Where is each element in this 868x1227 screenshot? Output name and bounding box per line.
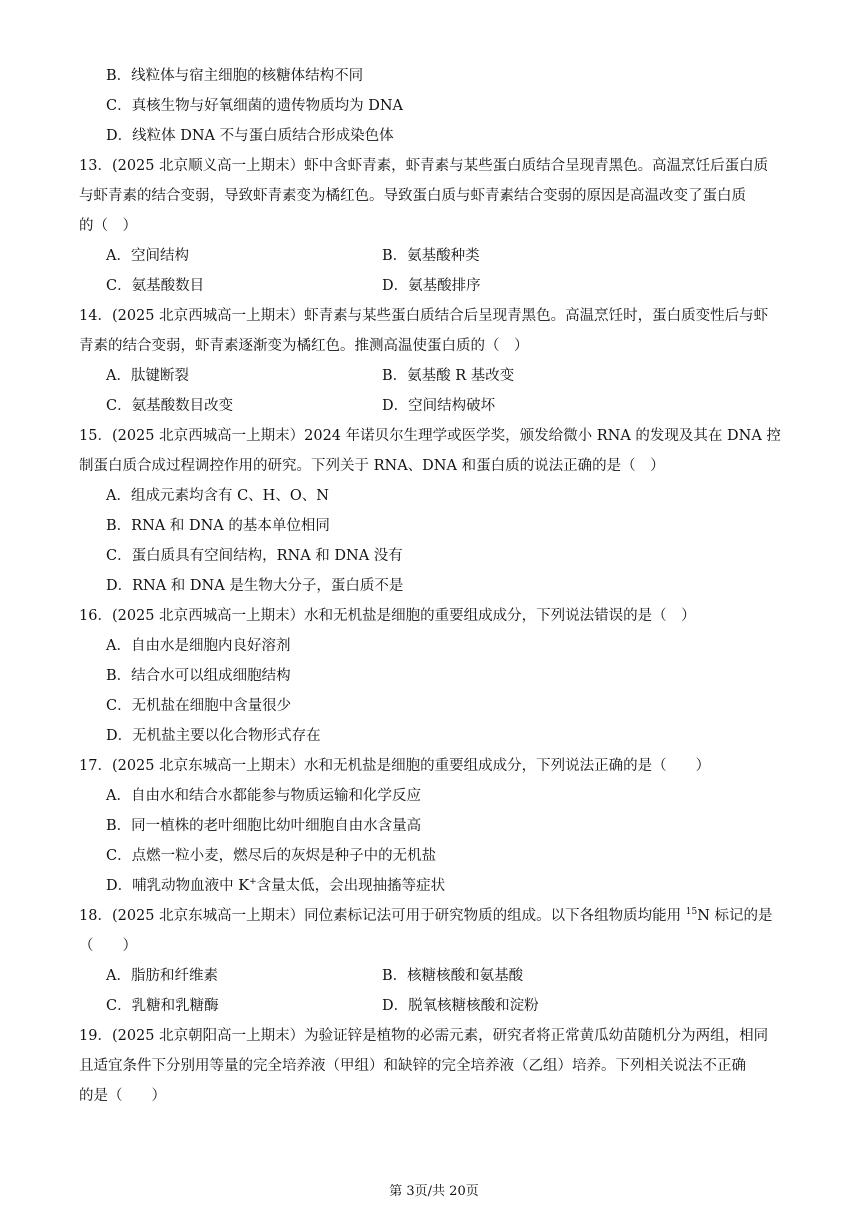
q16-option-a: A．自由水是细胞内良好溶剂 [106,638,291,654]
q19-stem-line3: 的是（ ） [79,1088,166,1104]
q17-option-a: A．自由水和结合水都能参与物质运输和化学反应 [106,788,421,804]
q15-option-d: D．RNA 和 DNA 是生物大分子，蛋白质不是 [106,578,404,594]
q13-stem-line3: 的（ ） [79,218,137,234]
q17-stem-line1: 17．(2025 北京东城高一上期末）水和无机盐是细胞的重要组成成分，下列说法正确的是（ ） [79,758,711,774]
q12-option-d: D．线粒体 DNA 不与蛋白质结合形成染色体 [106,128,394,144]
q15-option-c: C．蛋白质具有空间结构，RNA 和 DNA 没有 [106,548,403,564]
q17-option-d: D．哺乳动物血液中 K+含量太低，会出现抽搐等症状 [106,877,446,894]
q19-stem-line2: 且适宜条件下分别用等量的完全培养液（甲组）和缺锌的完全培养液（乙组）培养。下列相关说法不正确 [79,1058,746,1074]
q18-option-c: C．乳糖和乳糖酶 [106,998,219,1014]
q16-option-b: B．结合水可以组成细胞结构 [106,668,291,684]
q16-option-c: C．无机盐在细胞中含量很少 [106,698,292,714]
q13-stem-line1: 13．(2025 北京顺义高一上期末）虾中含虾青素，虾青素与某些蛋白质结合呈现青黑色。高温烹饪后蛋白质 [79,158,769,174]
q17-option-c: C．点燃一粒小麦，燃尽后的灰烬是种子中的无机盐 [106,848,437,864]
q13-option-c: C．氨基酸数目 [106,278,205,294]
q14-option-c: C．氨基酸数目改变 [106,398,234,414]
q14-option-a: A．肽键断裂 [106,368,189,384]
q13-option-b: B．氨基酸种类 [382,248,480,264]
q15-option-b: B．RNA 和 DNA 的基本单位相同 [106,518,330,534]
q18-option-b: B．核糖核酸和氨基酸 [382,968,524,984]
q13-option-a: A．空间结构 [106,248,189,264]
q19-stem-line1: 19．(2025 北京朝阳高一上期末）为验证锌是植物的必需元素，研究者将正常黄瓜幼苗随机分为两组，相同 [79,1028,769,1044]
q14-option-d: D．空间结构破坏 [382,398,496,414]
q12-option-c: C．真核生物与好氧细菌的遗传物质均为 DNA [106,98,403,114]
q18-stem-line2: （ ） [79,938,137,954]
q13-stem-line2: 与虾青素的结合变弱，导致虾青素变为橘红色。导致蛋白质与虾青素结合变弱的原因是高温改变了蛋白质 [79,188,746,204]
q16-option-d: D．无机盐主要以化合物形式存在 [106,728,321,744]
q14-stem-line1: 14．(2025 北京西城高一上期末）虾青素与某些蛋白质结合后呈现青黑色。高温烹饪时，蛋白质变性后与虾 [79,308,769,324]
q12-option-b: B．线粒体与宿主细胞的核糖体结构不同 [106,68,364,84]
q15-option-a: A．组成元素均含有 C、H、O、N [106,488,329,504]
q13-option-d: D．氨基酸排序 [382,278,481,294]
page-number-footer: 第 3页/共 20页 [389,1184,479,1199]
q17-option-b: B．同一植株的老叶细胞比幼叶细胞自由水含量高 [106,818,422,834]
q18-option-d: D．脱氧核糖核酸和淀粉 [382,998,539,1014]
q15-stem-line1: 15．(2025 北京西城高一上期末）2024 年诺贝尔生理学或医学奖，颁发给微小 RNA 的发现及其在 DNA 控 [79,428,781,444]
q15-stem-line2: 制蛋白质合成过程调控作用的研究。下列关于 RNA、DNA 和蛋白质的说法正确的是（ ） [79,458,665,474]
q16-stem-line1: 16．(2025 北京西城高一上期末）水和无机盐是细胞的重要组成成分，下列说法错误的是（ ） [79,608,696,624]
q14-option-b: B．氨基酸 R 基改变 [382,368,515,384]
q14-stem-line2: 青素的结合变弱，虾青素逐渐变为橘红色。推测高温使蛋白质的（ ） [79,338,529,354]
q18-stem-line1: 18．(2025 北京东城高一上期末）同位素标记法可用于研究物质的组成。以下各组物质均能用 $^{15}$N 标记的是 [79,907,773,924]
q18-option-a: A．脂肪和纤维素 [106,968,218,984]
